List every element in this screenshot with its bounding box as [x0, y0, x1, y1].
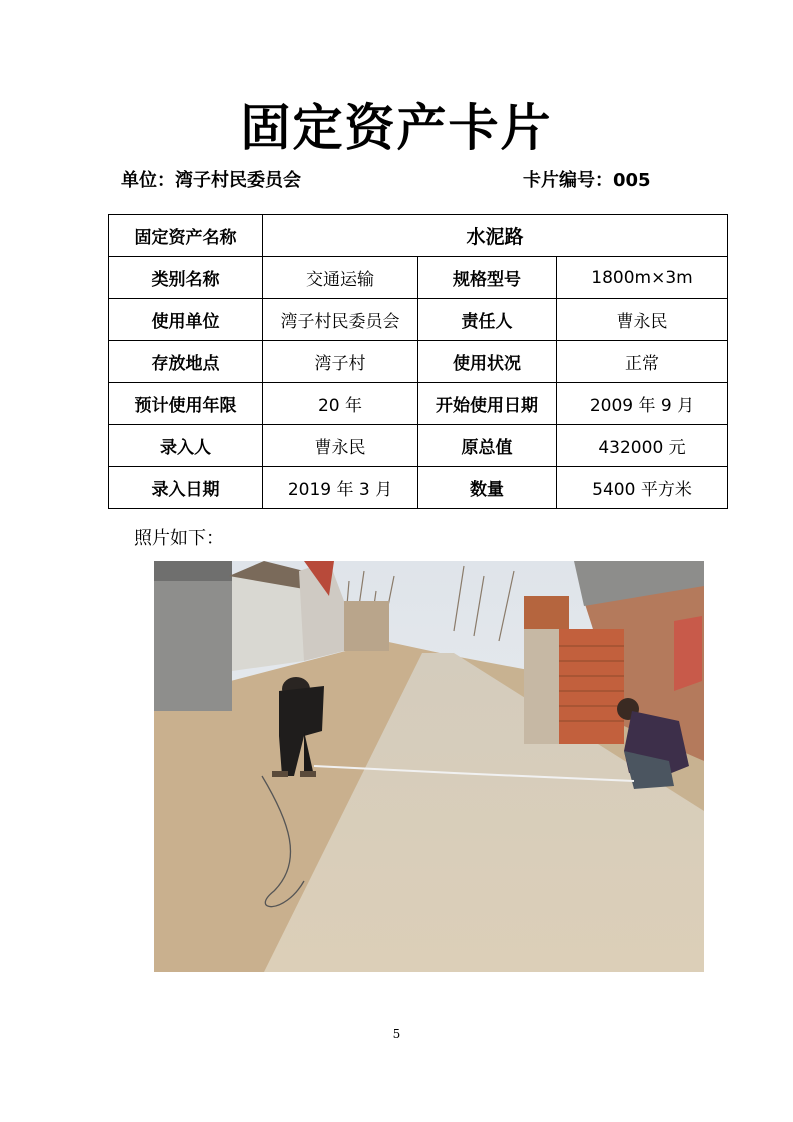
- cell-value: 湾子村: [263, 341, 418, 383]
- table-row: [109, 425, 728, 467]
- cell-label: 原总值: [418, 425, 557, 467]
- cell-label: 录入人: [109, 425, 263, 467]
- road-photo: [154, 561, 704, 972]
- cell-value: 2009 年 9 月: [557, 383, 728, 425]
- cell-value: 湾子村民委员会: [263, 299, 418, 341]
- cell-value: 1800m×3m: [557, 257, 728, 299]
- cell-value: 曹永民: [263, 425, 418, 467]
- cell-value: 正常: [557, 341, 728, 383]
- cell-label: 类别名称: [109, 257, 263, 299]
- page-number: 5: [392, 1027, 401, 1041]
- asset-card-table: [108, 214, 728, 509]
- cell-label: 预计使用年限: [109, 383, 263, 425]
- asset-name-label: 固定资产名称: [109, 215, 263, 257]
- cell-label: 责任人: [418, 299, 557, 341]
- cell-value: 20 年: [263, 383, 418, 425]
- cell-label: 规格型号: [418, 257, 557, 299]
- table-row: [109, 299, 728, 341]
- card-number-line: 卡片编号：005: [523, 170, 651, 191]
- cell-value: 曹永民: [557, 299, 728, 341]
- unit-line: 单位：湾子村民委员会: [121, 170, 301, 191]
- cell-value: 432000 元: [557, 425, 728, 467]
- cell-value: 5400 平方米: [557, 467, 728, 509]
- table-row: [109, 341, 728, 383]
- cell-label: 存放地点: [109, 341, 263, 383]
- cell-value: 2019 年 3 月: [263, 467, 418, 509]
- table-row: [109, 257, 728, 299]
- cell-label: 开始使用日期: [418, 383, 557, 425]
- table-row: [109, 383, 728, 425]
- cell-label: 数量: [418, 467, 557, 509]
- cell-label: 录入日期: [109, 467, 263, 509]
- photo-caption: 照片如下：: [134, 528, 224, 549]
- table-row: [109, 215, 728, 257]
- cell-label: 使用单位: [109, 299, 263, 341]
- cell-label: 使用状况: [418, 341, 557, 383]
- cell-value: 交通运输: [263, 257, 418, 299]
- asset-name-value: 水泥路: [263, 215, 728, 257]
- page-title: 固定资产卡片: [240, 99, 553, 157]
- table-row: [109, 467, 728, 509]
